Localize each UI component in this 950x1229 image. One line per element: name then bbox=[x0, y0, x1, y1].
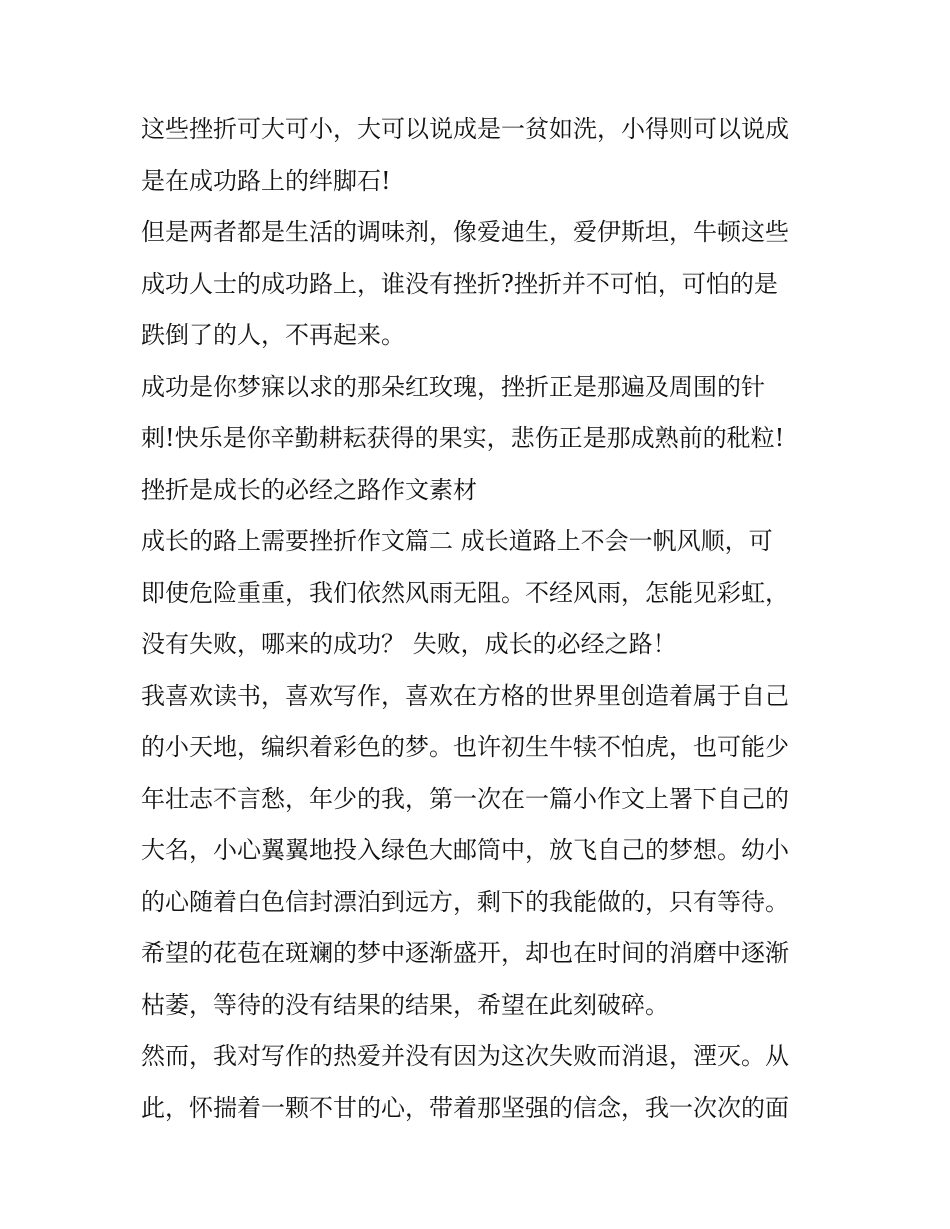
text-line: 枯萎，等待的没有结果的结果，希望在此刻破碎。 bbox=[141, 990, 669, 1019]
text-line: 成长的路上需要挫折作文篇二 成长道路上不会一帆风顺，可 bbox=[141, 527, 773, 555]
text-line: 即使危险重重，我们依然风雨无阻。不经风雨，怎能见彩虹， bbox=[141, 578, 789, 607]
text-line: 大名，小心翼翼地投入绿色大邮筒中，放飞自己的梦想。幼小 bbox=[141, 836, 789, 864]
text-line: 成功人士的成功路上，谁没有挫折?挫折并不可怕，可怕的是 bbox=[141, 269, 778, 298]
text-line: 此，怀揣着一颗不甘的心，带着那坚强的信念，我一次次的面 bbox=[141, 1093, 789, 1122]
text-line: 希望的花苞在斑斓的梦中逐渐盛开，却也在时间的消磨中逐渐 bbox=[141, 939, 789, 967]
document-body bbox=[141, 104, 821, 1134]
text-line: 我喜欢读书，喜欢写作，喜欢在方格的世界里创造着属于自己 bbox=[141, 681, 789, 710]
text-line: 成功是你梦寐以求的那朵红玫瑰，挫折正是那遍及周围的针 bbox=[141, 372, 765, 401]
text-line: 的小天地，编织着彩色的梦。也许初生牛犊不怕虎，也可能少 bbox=[141, 733, 789, 761]
text-line: 刺!快乐是你辛勤耕耘获得的果实，悲伤正是那成熟前的秕粒! bbox=[141, 424, 785, 452]
text-line: 跌倒了的人，不再起来。 bbox=[141, 321, 405, 349]
text-line: 这些挫折可大可小，大可以说成是一贫如洗，小得则可以说成 bbox=[141, 115, 789, 143]
text-line: 的心随着白色信封漂泊到远方，剩下的我能做的，只有等待。 bbox=[141, 887, 789, 916]
text-line: 没有失败，哪来的成功？ 失败，成长的必经之路！ bbox=[141, 630, 677, 658]
text-line: 年壮志不言愁，年少的我，第一次在一篇小作文上署下自己的 bbox=[141, 784, 789, 813]
text-line: 但是两者都是生活的调味剂，像爱迪生，爱伊斯坦，牛顿这些 bbox=[141, 218, 789, 246]
text-line: 然而，我对写作的热爱并没有因为这次失败而消退，湮灭。从 bbox=[141, 1042, 789, 1070]
section-heading: 挫折是成长的必经之路作文素材 bbox=[141, 475, 477, 504]
text-line: 是在成功路上的绊脚石! bbox=[141, 166, 391, 195]
